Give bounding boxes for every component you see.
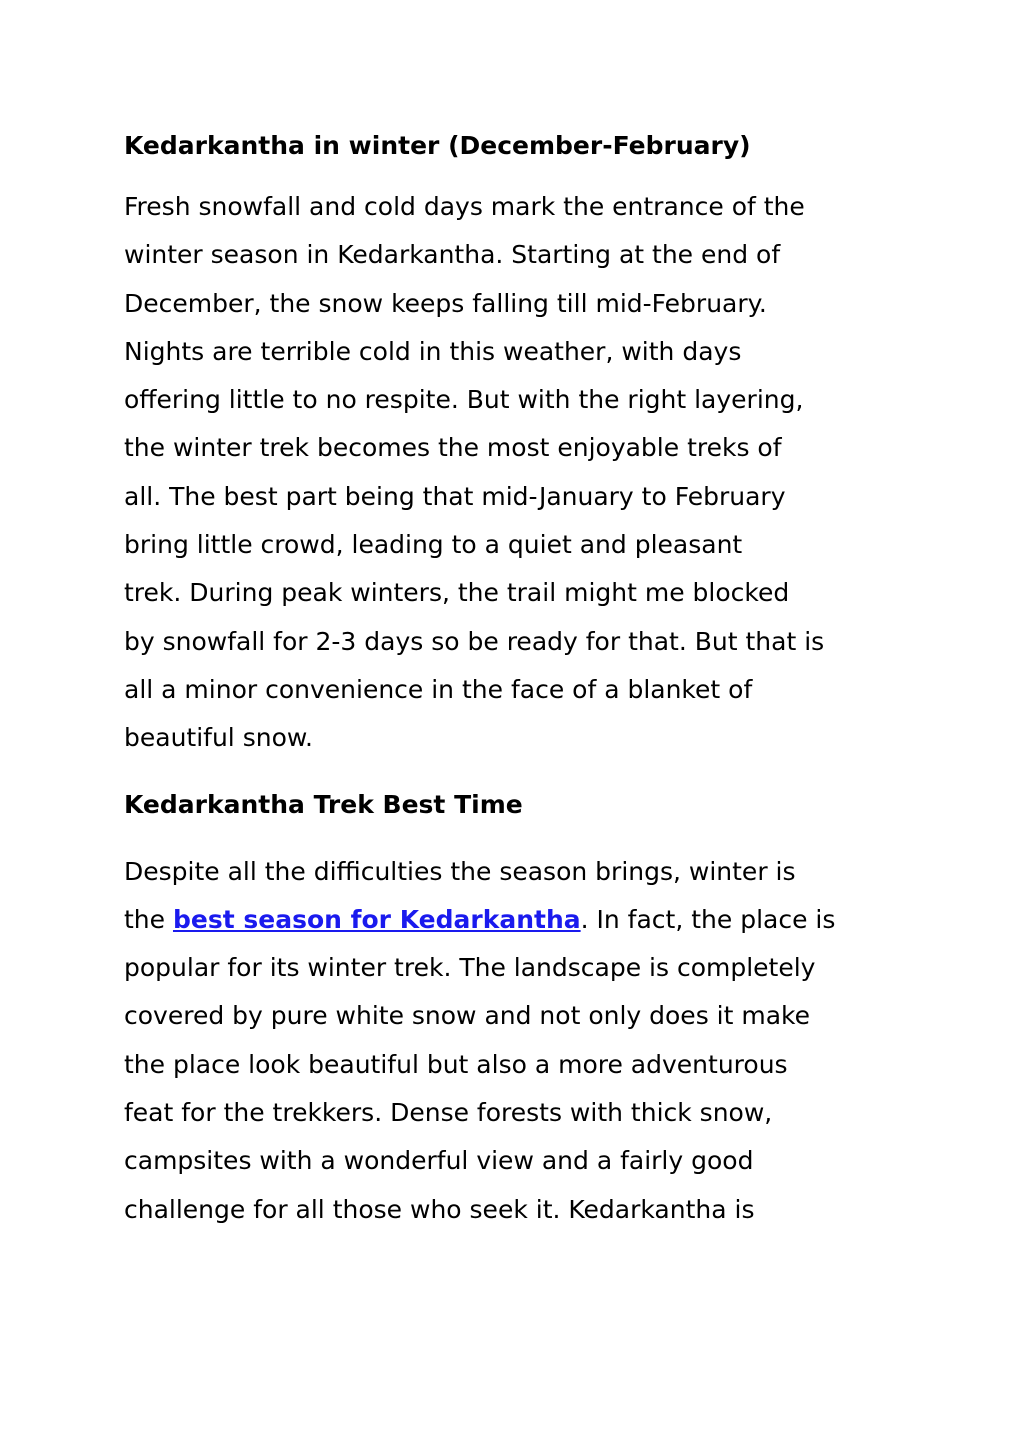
paragraph-line: December, the snow keeps falling till mid-February. [124,288,767,318]
paragraph-line: by snowfall for 2-3 days so be ready for that. But that is [124,626,825,656]
link-prefix-text: the [124,904,173,934]
paragraph-line: the place look beautiful but also a more adventurous [124,1049,788,1079]
paragraph-line: the winter trek becomes the most enjoyable treks of [124,433,782,463]
paragraph-line: offering little to no respite. But with the right layering, [124,385,804,415]
paragraph-line: all. The best part being that mid-January to February [124,481,786,511]
paragraph-line: bring little crowd, leading to a quiet and pleasant [124,530,743,560]
paragraph-line: covered by pure white snow and not only does it make [124,1001,810,1031]
paragraph-line: trek. During peak winters, the trail might me blocked [124,578,790,608]
paragraph-line: popular for its winter trek. The landscape is completely [124,953,816,983]
paragraph-line-with-link [124,896,914,944]
best-season-link[interactable]: best season for Kedarkantha [172,904,581,934]
paragraph-line: feat for the trekkers. Dense forests with thick snow, [124,1098,773,1128]
document-content [124,118,914,1234]
link-suffix-text: . In fact, the place is [580,904,836,934]
paragraph-line: Fresh snowfall and cold days mark the entrance of the [124,192,805,221]
paragraph-line: challenge for all those who seek it. Kedarkantha is [124,1194,755,1224]
section-heading-best-time: Kedarkantha Trek Best Time [124,789,523,819]
paragraph-line: winter season in Kedarkantha. Starting at the end of [124,240,781,270]
paragraph-line: Nights are terrible cold in this weather, with days [124,336,742,366]
section-heading-winter: Kedarkantha in winter (December-February) [124,131,751,160]
paragraph-best-time [124,848,914,1234]
paragraph-line: Despite all the difficulties the season brings, winter is [124,856,796,886]
paragraph-line: campsites with a wonderful view and a fairly good [124,1146,754,1176]
paragraph-line: all a minor convenience in the face of a blanket of [124,674,753,704]
paragraph-winter [124,183,914,763]
paragraph-line: beautiful snow. [124,723,313,753]
